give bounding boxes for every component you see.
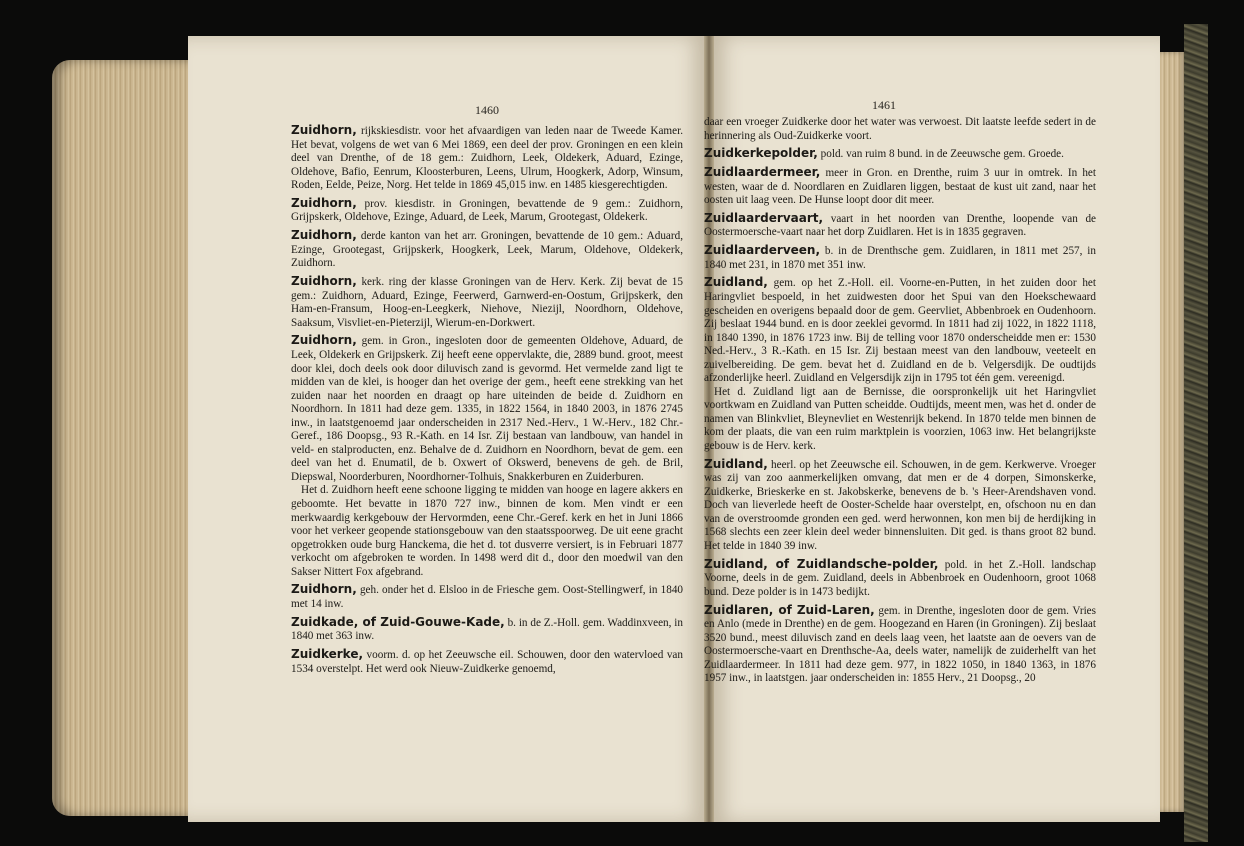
dictionary-entry [704,212,1096,240]
entry-paragraph [291,583,683,611]
dictionary-entry [704,147,1096,162]
dictionary-entry [291,583,683,611]
dictionary-entry [291,648,683,676]
entry-headword: Zuidkade, of Zuid-Gouwe-Kade, [291,614,505,629]
entry-headword: Zuidland, [704,275,768,290]
right-page-number: 1461 [872,98,896,112]
entry-paragraph [704,116,1096,143]
entry-text: gem. op het Z.-Holl. eil. Voorne-en-Putten, in het zuiden door het Haringvliet bespoeld, in het zuidwesten door het Spui van den Hoekschewaard gescheiden en overigens bepaald door de gem. Geervliet, Abbenbroek en Oudenhoorn. Zij beslaat 1944 bund. en is door zeeklei gevormd. In 1811 had zij 1022, in 1822 1118, in 1840 1390, in 1876 1723 inw. Bij de telling voor 1870 onderscheidde men er: 1530 Ned.-Herv., 3 R.-Kath. en 15 Isr. Zij bestaan meest van den landbouw, veeteelt en zuivelbereiding. De gem. bevat het d. Zuidland en de b. Velgersdijk. De oudtijds afzonderlijke heerl. Zuidland en Velgersdijk zijn in 1795 tot één gem. vereenigd. [704,277,1096,385]
entry-paragraph [704,147,1096,162]
dictionary-entry [291,275,683,330]
entry-text: meer in Gron. en Drenthe, ruim 3 uur in omtrek. In het westen, waar de d. Noordlaren en Zuidlaren liggen, bestaat de kust uit zand, naar het oosten uit laag veen. De Hunse loopt door dit meer. [704,167,1096,207]
entry-text: Het d. Zuidhorn heeft eene schoone ligging te midden van hooge en lagere akkers en geboomte. Het bevatte in 1870 727 inw., binnen de kom. Men vindt er een merkwaardig kerkgebouw der Hervormden, eene Chr.-Geref. kerk en het in Juni 1866 voor het verkeer geopende stationsgebouw van den staatsspoorweg. De uit eene gracht opgetrokken oude burg Hanckema, die het d. tot dusverre versiert, is in Februari 1877 verkocht om afgebroken te worden. In 1498 werd dit d., door den moedwil van den Sakser Nittert Fox afgebrand. [291,484,683,578]
entry-text: pold. van ruim 8 bund. in de Zeeuwsche gem. Groede. [820,148,1064,161]
entry-paragraph [704,276,1096,385]
entry-text: pold. in het Z.-Holl. landschap Voorne, deels in de gem. Zuidland, deels in Abbenbroek en Oudenhoorn, groot 1068 bund. Deze polder is in 1473 bedijkt. [704,558,1096,598]
entry-paragraph [291,124,683,193]
entry-headword: Zuidkerke, [291,647,364,661]
entry-paragraph [291,334,683,484]
dictionary-entry [291,229,683,271]
entry-text: Het d. Zuidland ligt aan de Bernisse, die oorspronkelijk uit het Haringvliet voortkwam en Zuidland van Putten scheidde. Oudtijds, meent men, was het d. onder de namen van Blinkvliet, Bleynevliet en Westenrijk bekend. In 1870 telde men binnen de kom der plaats, die van een ruim marktplein is voorzien, 1063 inw. Het belangrijkste gebouw is de Herv. kerk. [704,385,1096,452]
entry-paragraph [704,558,1096,600]
entry-paragraph [291,616,683,644]
entry-headword: Zuidkerkepolder, [704,146,818,161]
left-page-number: 1460 [475,103,499,117]
entry-headword: Zuidhorn, [291,123,357,137]
entry-headword: Zuidhorn, [291,228,357,243]
entry-headword: Zuidlaardermeer, [704,165,821,180]
dictionary-entry [704,116,1096,143]
marbled-cover [1184,24,1208,842]
dictionary-entry [704,276,1096,453]
entry-text: derde kanton van het arr. Groningen, bevattende de 10 gem.: Aduard, Ezinge, Grootegast, Grijpskerk, Hoogkerk, Leek, Marum, Oldehove, Oldekerk, Zuidhorn. [291,230,684,270]
entry-paragraph [704,386,1096,454]
dictionary-entry [291,334,683,579]
entry-paragraph [291,275,683,330]
entry-headword: Zuidhorn, [291,274,357,289]
entry-paragraph [704,244,1096,272]
entry-headword: Zuidhorn, [291,333,357,348]
entry-headword: Zuidland, [704,456,768,471]
entry-text: voorm. d. op het Zeeuwsche eil. Schouwen, door den watervloed van 1534 overstelpt. Het werd ook Nieuw-Zuidkerke genoemd, [291,649,683,675]
entry-paragraph [291,648,683,676]
entry-text: rijkskiesdistr. voor het afvaardigen van leden naar de Tweede Kamer. Het bevat, volgens de wet van 6 Mei 1869, een deel der prov. Groningen en een klein deel van Drenthe, of de 18 gem.: Zuidhorn, Leek, Oldekerk, Aduard, Ezinge, Oldehove, Bafio, Eenrum, Kloosterburen, Leens, Ulrum, Hoogkerk, Adorp, Winsum, Roden, Eelde, Peize, Norg. Het telde in 1869 45,015 inw. en 1485 kiesgerechtigden. [291,125,684,192]
entry-headword: Zuidlaardervaart, [704,210,824,225]
entry-text: vaart in het noorden van Drenthe, loopende van de Oostermoersche-vaart naar het dorp Zuidlaren. Het is in 1835 gegraven. [704,212,1097,239]
entry-headword: Zuidlaarderveen, [704,243,821,258]
dictionary-entry [704,458,1096,554]
dictionary-entry [291,616,683,644]
entry-headword: Zuidhorn, [291,582,357,597]
dictionary-entry [704,244,1096,272]
dictionary-entry [291,124,683,193]
entry-text: b. in de Drenthsche gem. Zuidlaren, in 1811 met 257, in 1840 met 231, in 1870 met 351 inw. [704,245,1096,271]
entry-paragraph [704,604,1096,686]
page-edges-right [1156,52,1186,812]
dictionary-entry [704,166,1096,208]
entry-text: geh. onder het d. Elsloo in de Friesche gem. Oost-Stellingwerf, in 1840 met 14 inw. [291,584,683,610]
entry-text: heerl. op het Zeeuwsche eil. Schouwen, in de gem. Kerkwerve. Vroeger was zij van zoo aanmerkelijken omvang, dat men er de 4 dorpen, Simonskerke, Zuidkerke, Brieskerke en st. Jakobskerke, benevens de b. 's Heer-Arendshaven vond. Doch van lieverlede heeft de Ooster-Schelde haar overstelpt, en, ofschoon nu en dan van de overstroomde gronden een ged. werd herwonnen, kon men bij de herdijking in 1568 slechts een zeer klein deel weder binnensluiten. Dit ged. is thans groot 82 bund. Het telde in 1840 39 inw. [704,458,1097,552]
dictionary-entry [704,558,1096,600]
entry-paragraph [704,212,1096,240]
entry-paragraph [291,484,683,579]
entry-paragraph [291,197,683,225]
entry-headword: Zuidlaren, of Zuid-Laren, [704,602,875,617]
entry-text: kerk. ring der klasse Groningen van de Herv. Kerk. Zij bevat de 15 gem.: Zuidhorn, Aduard, Ezinge, Feerwerd, Garnwerd-en-Oostum, Grijpskerk, den Ham-en-Fransum, Hoog-en-Leegkerk, Niehove, Niezijl, Noordhorn, Oldehove, Saaksum, Visvliet-en-Pieterzijl, Wierum-en-Dorkwert. [291,276,683,329]
entry-headword: Zuidland, of Zuidlandsche-polder, [704,556,939,571]
dictionary-entry [704,604,1096,686]
entry-headword: Zuidhorn, [291,195,357,210]
entry-text: prov. kiesdistr. in Groningen, bevattende de 9 gem.: Zuidhorn, Grijpskerk, Oldehove, Ezinge, Aduard, de Leek, Marum, Grootegast, Oldekerk. [291,197,684,224]
entry-text: gem. in Gron., ingesloten door de gemeenten Oldehove, Aduard, de Leek, Oldekerk en Grijpskerk. Zij heeft eene oppervlakte, die, 2889 bund. groot, meest door klei, doch deels ook door diluvisch zand is gevormd. Het vermelde zand ligt te midden van de klei, is hooger dan het overige der gem., heeft eene strekking van het zuiden naar het noorden en draagt op hare uiteinden de beide d. Zuidhorn en Noordhorn. In 1811 had deze gem. 1335, in 1822 1564, in 1840 2003, in 1876 2745 inw., in laatstgenoemd jaar onderscheiden in 2317 Ned.-Herv., 1 W.-Herv., 182 Chr.-Geref., 186 Doopsg., 93 R.-Kath. en 14 Isr. Zij bestaan van landbouw, van handel in veld- en stalproducten, enz. Behalve de d. Zuidhorn en Noordhorn, bevat de gem. een deel van het d. Enumatil, de b. Oxwert of Okswerd, benevens de geh. de Bril, Diepswal, Noorderburen, Noordhorner-Tolhuis, Snakkerburen en Zuiderburen. [291,335,684,483]
right-page-text [704,116,1096,690]
left-page-text [291,124,683,680]
dictionary-entry [291,197,683,225]
entry-text: gem. in Drenthe, ingesloten door de gem. Vries en Anlo (mede in Drenthe) en de gem. Hoogezand en Haren (in Groningen). Zij beslaat 3520 bund., meest diluvisch zand en deels laag veen, het laatste aan de oevers van de Oostermoersche-vaart en Drenthsche-Aa, deels water, namelijk de zuiderhelft van het Zuidlaardermeer. In 1811 had deze gem. 977, in 1822 1050, in 1840 1363, in 1876 1957 inw., in laatstgen. jaar onderscheiden in: 1855 Herv., 21 Doopsg., 20 [704,604,1096,685]
entry-text: b. in de Z.-Holl. gem. Waddinxveen, in 1840 met 363 inw. [291,616,684,643]
entry-paragraph [704,166,1096,208]
entry-paragraph [704,458,1096,554]
entry-text: daar een vroeger Zuidkerke door het water was verwoest. Dit laatste leefde sedert in de herinnering als Oud-Zuidkerke voort. [704,116,1096,142]
entry-paragraph [291,229,683,271]
